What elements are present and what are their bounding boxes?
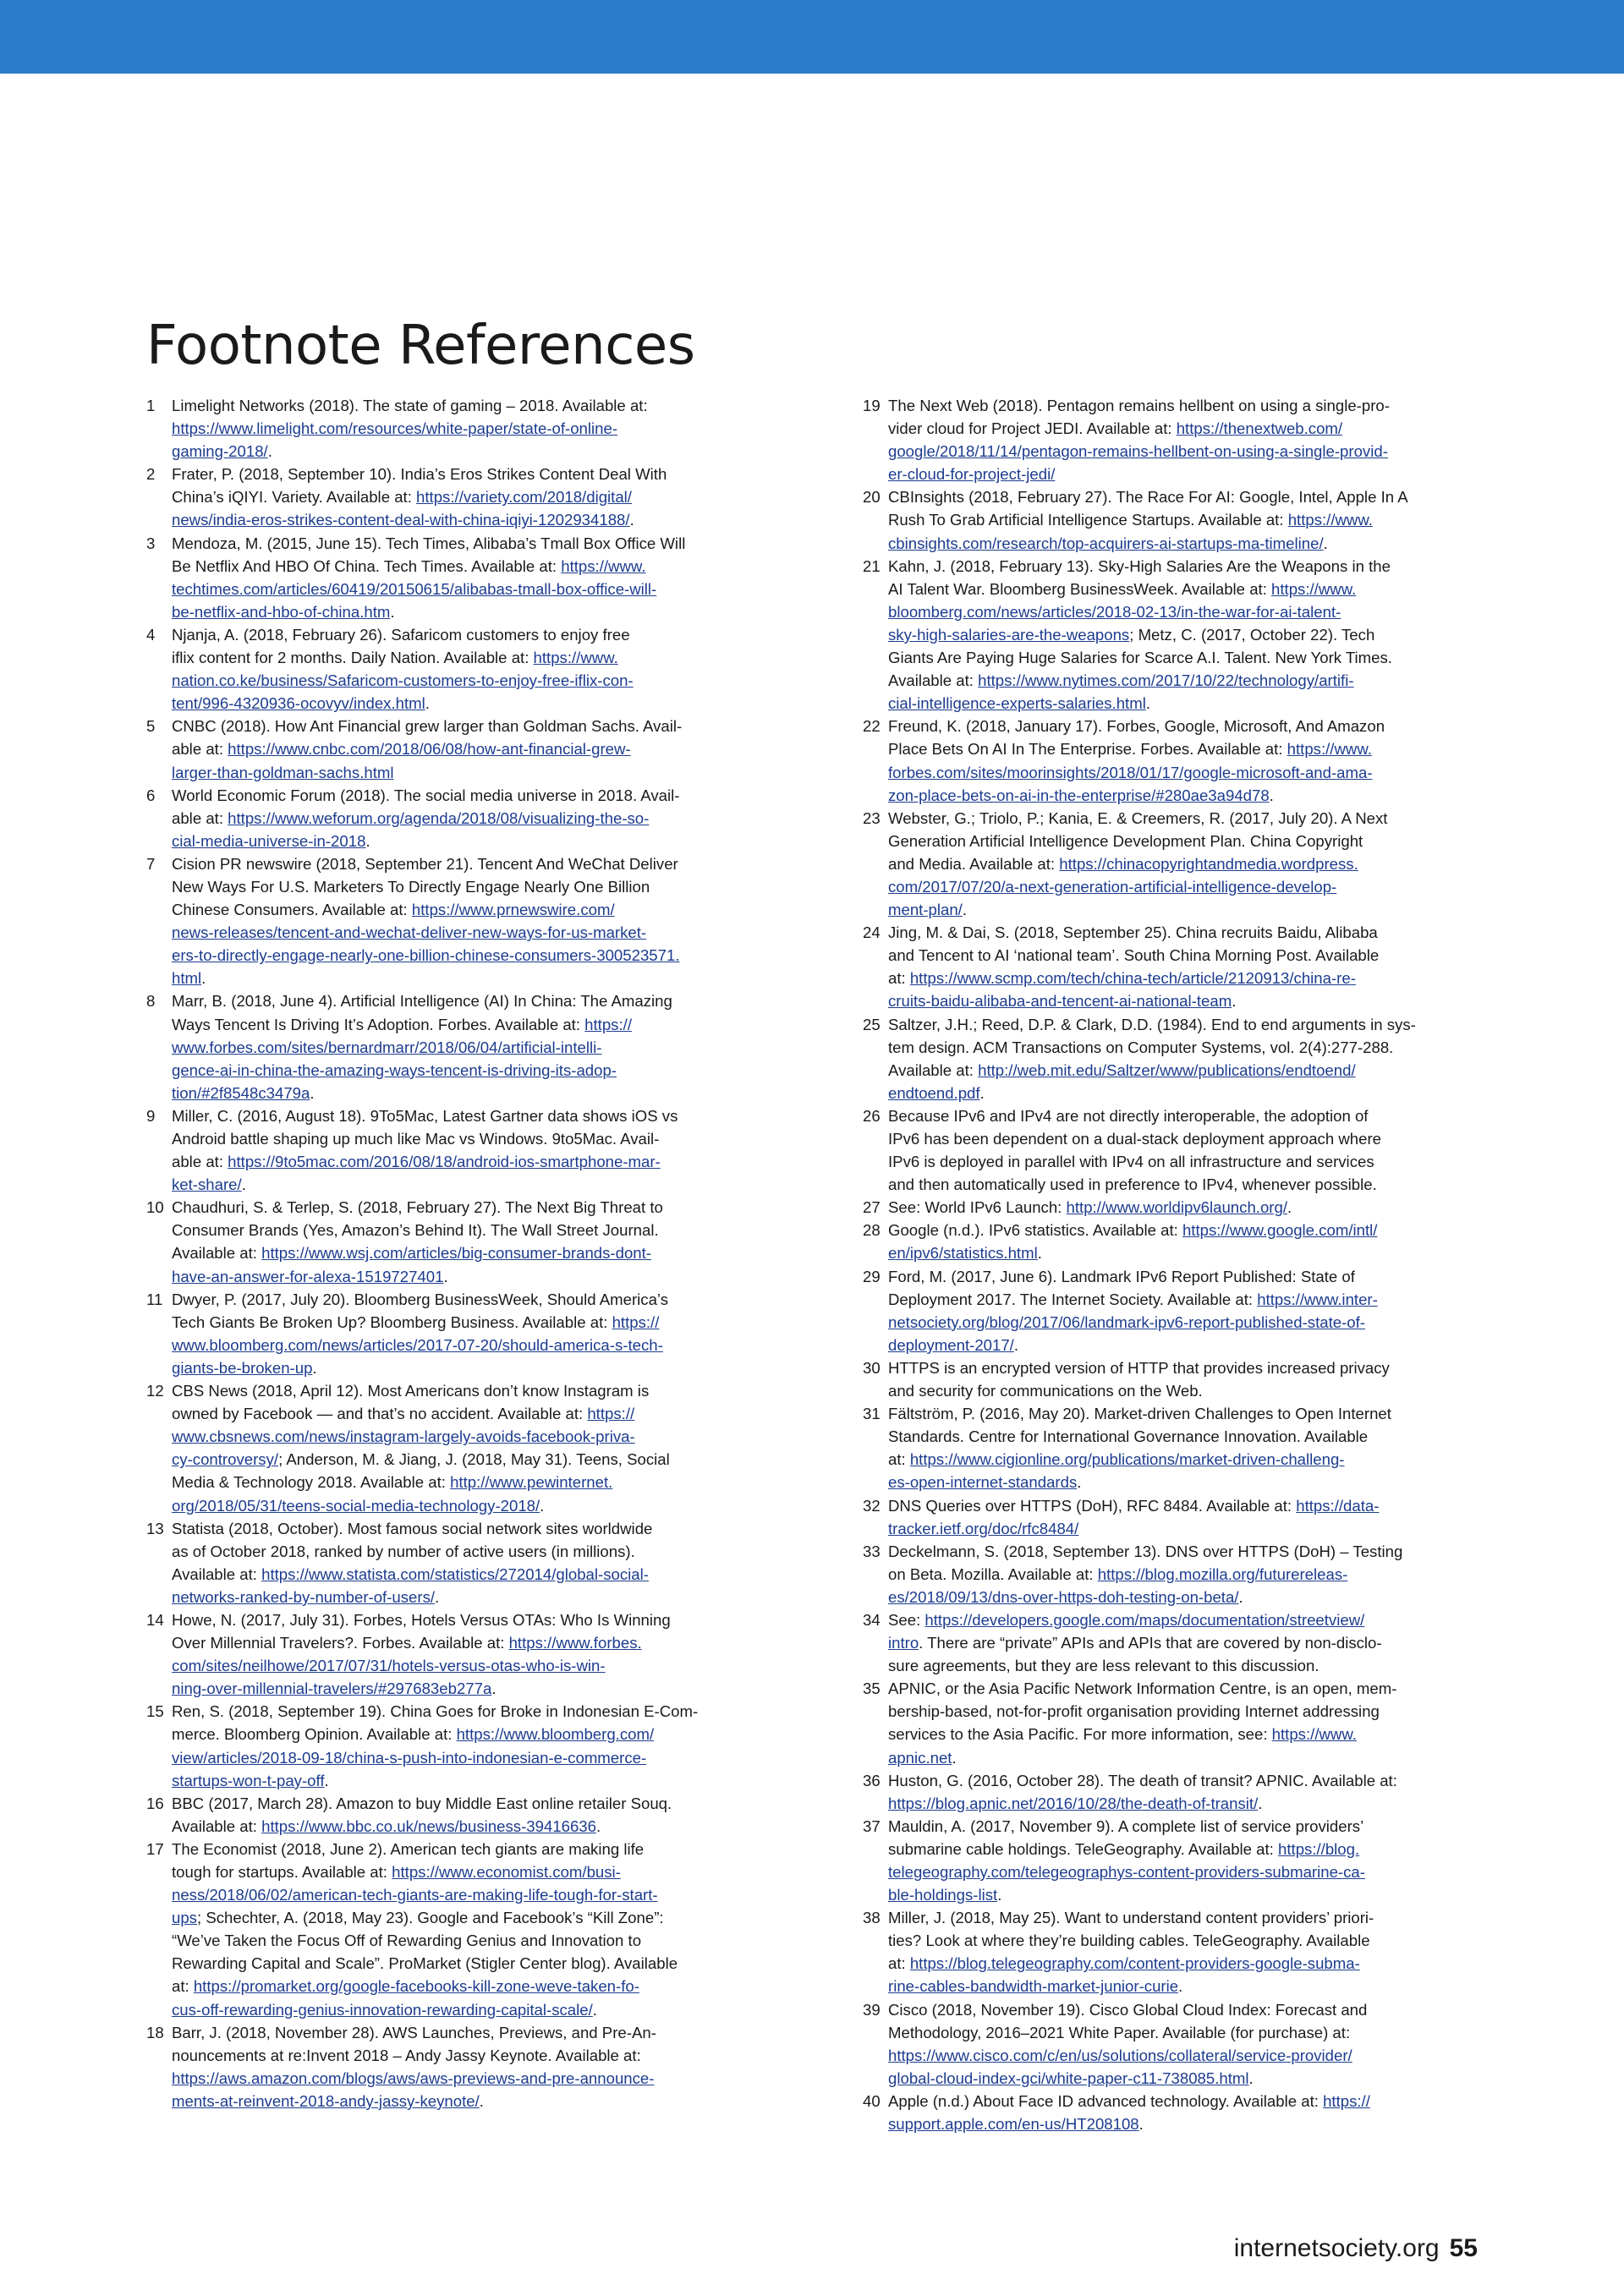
footnote-citation-text: . [479,2091,484,2110]
footnote-text [888,1543,1402,1606]
footnote-link[interactable]: https:// www.forbes.com/sites/bernardmarr/2018/06/04/artificial-intelli- gence-ai-in-china-the-amazing-ways-tencent-is-driving-its-adop- tion/#2f8548c3479a [172,1015,632,1102]
footnote-citation-text: Cision PR newswire (2018, September 21). Tencent And WeChat Deliver New Ways For U.S. Marketers To Directly Engage Nearly One Billion Chinese Consumers. Available at: [172,854,678,919]
footnote-number: 37 [863,1817,881,1835]
footnote-citation-text: . [443,1267,448,1285]
footnote-link[interactable]: https:// support.apple.com/en-us/HT208108 [888,2091,1370,2134]
footnote-item [863,807,1489,921]
footnote-citation-text: Huston, G. (2016, October 28). The death of transit? APNIC. Available at: [888,1771,1397,1789]
footnote-citation-text: Howe, N. (2017, July 31). Forbes, Hotels Versus OTAs: Who Is Winning Over Millennial Travelers?. Forbes. Available at: [172,1610,671,1652]
footnote-item [863,715,1489,806]
footnote-citation-text: . [1037,1244,1042,1263]
footnote-link[interactable]: https://www.inter- netsociety.org/blog/2017/06/landmark-ipv6-report-published-state-of- deployment-2017/ [888,1290,1378,1354]
footnote-number: 29 [863,1267,881,1285]
footnote-number: 30 [863,1358,881,1377]
footnote-text [172,1611,671,1697]
footnote-item [863,1402,1489,1493]
footnote-citation-text: . [324,1771,329,1789]
footnote-item [146,1838,772,2021]
footnote-number: 25 [863,1015,881,1033]
footnote-text [888,1497,1379,1537]
footnote-link[interactable]: https://www.cigionline.org/publications/market-driven-challeng- es-open-internet-standards [888,1450,1345,1492]
references-right-column [863,394,1489,2135]
footnote-number: 38 [863,1909,881,1927]
footnote-text [888,923,1379,1010]
footnote-citation-text: . [267,442,272,461]
footnote-citation-text: Barr, J. (2018, November 28). AWS Launches, Previews, and Pre-An- nouncements at re:Invent 2018 – Andy Jassy Keynote. Available at: [172,2023,656,2064]
footnote-citation-text: . [997,1886,1002,1904]
footnote-number: 3 [146,534,156,552]
footnote-citation-text: . [1232,992,1237,1011]
header-bar [0,0,1624,74]
footnote-number: 39 [863,2000,881,2019]
footnote-text [172,1702,698,1789]
footnote-link[interactable]: https://promarket.org/google-facebooks-kill-zone-weve-taken-fo- cus-off-rewarding-genius-innovation-rewarding-capital-scale/ [172,1977,639,2019]
footnote-citation-text: . [435,1587,440,1606]
footnote-number: 32 [863,1496,881,1515]
footnote-citation-text: . [1077,1473,1082,1492]
footnote-text [172,1382,670,1514]
footnote-citation-text: . [1145,694,1151,713]
footnote-item [146,394,772,463]
footnote-number: 15 [146,1702,164,1721]
footnote-number: 1 [146,397,156,414]
footnote-item [863,1608,1489,1677]
footnote-link[interactable]: https://www.cnbc.com/2018/06/08/how-ant-financial-grew- larger-than-goldman-sachs.html [172,740,631,781]
footnote-citation-text: Mendoza, M. (2015, June 15). Tech Times, Alibaba’s Tmall Box Office Will Be Netflix And HBO Of China. Tech Times. Available at: [172,534,686,575]
footnote-text [888,557,1392,713]
footnote-citation-text: . [390,602,395,621]
footnote-number: 34 [863,1610,881,1629]
footnote-link[interactable]: https://www.statista.com/statistics/272014/global-social- networks-ranked-by-number-of-users/ [172,1564,649,1606]
footnote-number: 22 [863,717,881,736]
footnote-citation-text: ; Anderson, M. & Jiang, J. (2018, May 31). Teens, Social Media & Technology 2018. Available at: [172,1450,670,1492]
footnote-text [172,992,672,1101]
footnote-link[interactable]: https://www.scmp.com/tech/china-tech/article/2120913/china-re- cruits-baidu-alibaba-and-tencent-ai-national-team [888,969,1356,1011]
footnote-number: 20 [863,488,881,507]
footnote-citation-text: Saltzer, J.H.; Reed, D.P. & Clark, D.D. (1984). End to end arguments in sys- tem design. ACM Transactions on Computer Systems, vol. 2(4):277-288. Available at: [888,1015,1416,1079]
footnote-number: 5 [146,717,156,736]
footnote-link[interactable]: https://www.cisco.com/c/en/us/solutions/collateral/service-provider/ global-cloud-index-gci/white-paper-c11-738085.html [888,2046,1352,2087]
footnote-number: 16 [146,1794,164,1812]
footnote-citation-text: Statista (2018, October). Most famous social network sites worldwide as of October 2018, ranked by number of active users (in millions). Available at: [172,1519,653,1583]
footnote-item [863,2090,1489,2135]
footnote-link[interactable]: https://www. apnic.net [888,1725,1357,1767]
footnote-item [863,1677,1489,1768]
footnote-citation-text: Njanja, A. (2018, February 26). Safaricom customers to enjoy free iflix content for 2 months. Daily Nation. Available at: [172,625,630,667]
footnote-number: 12 [146,1382,164,1400]
footnote-citation-text: Kahn, J. (2018, February 13). Sky-High Salaries Are the Weapons in the AI Talent War. Bloomberg BusinessWeek. Available at: [888,556,1391,598]
footnote-number: 36 [863,1771,881,1789]
footnote-citation-text: Miller, J. (2018, May 25). Want to understand content providers’ priori- ties? Look at where they’re building cables. TeleGeography. Available at: [888,1909,1374,1973]
footnote-text [172,534,685,621]
footnote-text [172,855,679,987]
footnote-text [888,2001,1367,2087]
footnote-link[interactable]: https://www.google.com/intl/ en/ipv6/statistics.html [888,1221,1378,1263]
footnote-link[interactable]: https://www. nation.co.ke/business/Safaricom-customers-to-enjoy-free-iflix-con- tent/996-4320936-ocovyv/index.html [172,649,634,713]
footnote-item [146,1608,772,1700]
footnote-item [146,1792,772,1838]
footnote-citation-text: . [310,1083,315,1102]
footnote-citation-text: . [1287,1198,1292,1217]
footnote-number: 8 [146,992,156,1011]
footnote-citation-text: . [1138,2115,1144,2134]
footnote-text [888,1268,1378,1354]
footnote-item [863,1494,1489,1540]
footnote-item [146,623,772,715]
footnote-citation-text: . [540,1496,545,1515]
footnote-citation-text: . [491,1680,497,1698]
footnote-citation-text: CBS News (2018, April 12). Most Americans don’t know Instagram is owned by Facebook — and that’s no accident. Available at: [172,1382,650,1423]
footnote-text [888,1909,1374,1995]
footnote-citation-text: . [952,1748,957,1767]
footnote-item [863,394,1489,485]
footnote-number: 6 [146,786,156,804]
footnote-citation-text: Ford, M. (2017, June 6). Landmark IPv6 Report Published: State of Deployment 2017. The Internet Society. Available at: [888,1267,1355,1308]
footnote-text [888,1221,1377,1262]
footnote-citation-text: Ren, S. (2018, September 19). China Goes for Broke in Indonesian E-Com- merce. Bloomberg Opinion. Available at: [172,1702,699,1744]
footnote-text [172,1795,672,1835]
footnote-link[interactable]: https://www. forbes.com/sites/moorinsights/2018/01/17/google-microsoft-and-ama- zon-place-bets-on-ai-in-the-enterprise/#280ae3a94d78 [888,740,1373,804]
footnote-text [172,717,682,781]
footnote-link[interactable]: http://www.pewinternet. org/2018/05/31/teens-social-media-technology-2018/ [172,1473,613,1515]
footnote-citation-text: Webster, G.; Triolo, P.; Kania, E. & Creemers, R. (2017, July 20). A Next Generation Artificial Intelligence Development Plan. China Copyright and Media. Available at: [888,808,1388,873]
footnote-link[interactable]: https:// www.bloomberg.com/news/articles/2017-07-20/should-america-s-tech- giants-be-broken-up [172,1312,663,1377]
footnote-citation-text: . [1013,1335,1019,1354]
footnote-citation-text: . [1323,534,1328,552]
footnote-number: 40 [863,2091,881,2110]
footnote-item [146,463,772,531]
footnote-citation-text: . [1248,2069,1254,2087]
footnote-link[interactable]: https://www.prnewswire.com/ news-releases/tencent-and-wechat-deliver-new-ways-for-us-market- ers-to-directly-engage-nearly-one-billion-chinese-consumers-300523571. html [172,901,680,988]
footnote-citation-text: . [1258,1794,1263,1812]
footnote-number: 28 [863,1221,881,1240]
footnote-citation-text: See: [888,1610,925,1629]
footnote-citation-text: . [979,1083,985,1102]
footnote-citation-text: World Economic Forum (2018). The social media universe in 2018. Avail- able at: [172,786,680,827]
footnote-link[interactable]: https://www.bbc.co.uk/news/business-39416636 [261,1817,596,1835]
footnote-citation-text: . [962,901,968,919]
footnote-citation-text: . [365,831,370,850]
footnote-citation-text: DNS Queries over HTTPS (DoH), RFC 8484. Available at: [888,1496,1297,1515]
footnote-citation-text: Chaudhuri, S. & Terlep, S. (2018, February 27). The Next Big Threat to Consumer Brands (Yes, Amazon’s Behind It). The Wall Street Journal. Available at: [172,1198,663,1263]
footnote-citation-text: . [312,1358,317,1377]
footnote-text [172,1198,663,1285]
footnote-citation-text: Miller, C. (2016, August 18). 9To5Mac, Latest Gartner data shows iOS vs Android battle shaping up much like Mac vs Windows. 9to5Mac. Avail- able at: [172,1106,678,1171]
footnote-text [172,1520,652,1606]
footnote-citation-text: Freund, K. (2018, January 17). Forbes, Google, Microsoft, And Amazon Place Bets On AI In The Enterprise. Forbes. Available at: [888,717,1385,759]
footnote-number: 35 [863,1680,881,1698]
footer-site[interactable]: internetsociety.org [1233,2234,1440,2262]
footnote-number: 10 [146,1198,164,1217]
footnote-item [146,1379,772,1517]
footnote-item [146,532,772,623]
footnote-item [863,1356,1489,1402]
footnote-text [888,717,1385,803]
footnote-citation-text: . [425,694,430,713]
footnote-citation-text: Mauldin, A. (2017, November 9). A complete list of service providers’ submarine cable holdings. TeleGeography. Available at: [888,1817,1364,1858]
footnote-link[interactable]: https://www. bloomberg.com/news/articles/2018-02-13/in-the-war-for-ai-talent- sky-high-salaries-are-the-weapons [888,579,1357,644]
footnote-text [172,2024,656,2110]
footnote-number: 17 [146,1839,164,1858]
footnote-number: 26 [863,1106,881,1125]
footnote-item [863,1906,1489,1997]
footnote-link[interactable]: https:// www.cbsnews.com/news/instagram-largely-avoids-facebook-priva- cy-controversy/ [172,1405,635,1469]
footnote-citation-text: . There are “private” APIs and APIs that are covered by non-disclo- sure agreements, but they are less relevant to this discussion. [888,1634,1382,1675]
page-title: Footnote References [146,315,695,377]
footnote-item [863,1013,1489,1104]
footnote-link[interactable]: https://www.weforum.org/agenda/2018/08/visualizing-the-so- cial-media-universe-in-2018 [172,808,650,850]
footnote-citation-text: ; Metz, C. (2017, October 22). Tech Giants Are Paying Huge Salaries for Scarce A.I. Talent. New York Times. Available at: [888,625,1392,690]
footnote-link[interactable]: https://blog.apnic.net/2016/10/28/the-death-of-transit/ [888,1794,1259,1812]
footnote-text [888,1107,1381,1193]
footnote-link[interactable]: https://9to5mac.com/2016/08/18/android-ios-smartphone-mar- ket-share/ [172,1153,661,1194]
footnote-citation-text: . [592,2000,597,2019]
footnote-number: 21 [863,556,881,575]
footnote-number: 27 [863,1198,881,1217]
footnote-text [888,1405,1391,1491]
footnote-citation-text: Google (n.d.). IPv6 statistics. Available at: [888,1221,1182,1240]
footnote-citation-text: . [629,511,634,529]
footnote-text [888,1016,1416,1102]
footnote-citation-text: . [1238,1587,1243,1606]
footnote-item [146,852,772,990]
footnote-link[interactable]: https://blog.telegeography.com/content-providers-google-subma- rine-cables-bandwidth-market-junior-curie [888,1954,1360,1996]
footnote-item [863,1104,1489,1196]
footnote-item [146,715,772,783]
footnote-citation-text: Deckelmann, S. (2018, September 13). DNS over HTTPS (DoH) – Testing on Beta. Mozilla. Available at: [888,1542,1403,1583]
footnote-item [146,1517,772,1608]
footnote-number: 7 [146,854,156,873]
footnote-link[interactable]: https://data- tracker.ietf.org/doc/rfc8484/ [888,1496,1380,1537]
footnote-number: 13 [146,1519,164,1537]
footnote-number: 18 [146,2023,164,2041]
references-left-column [146,394,772,2112]
footnote-link[interactable]: https://www.limelight.com/resources/white-paper/state-of-online- gaming-2018/ [172,419,618,461]
footnote-text [888,809,1387,918]
footnote-item [863,1998,1489,2090]
footnote-item [863,1265,1489,1356]
footnote-text [172,1107,678,1193]
footnote-item [863,1540,1489,1608]
footnote-citation-text: . [1269,786,1274,804]
footnote-link[interactable]: https://www.bloomberg.com/ view/articles/2018-09-18/china-s-push-into-indonesian-e-commerce- startups-won-t-pay-off [172,1725,655,1789]
footnote-link[interactable]: https://variety.com/2018/digital/ news/india-eros-strikes-content-deal-with-china-iqiyi-1202934188/ [172,488,632,529]
footnote-item [863,921,1489,1012]
footnote-number: 11 [146,1290,163,1308]
footnote-link[interactable]: https://www.economist.com/busi- ness/2018/06/02/american-tech-giants-are-making-life-tough-for-start- ups [172,1863,658,1927]
footnote-citation-text: The Next Web (2018). Pentagon remains hellbent on using a single-pro- vider cloud for Project JEDI. Available at: [888,397,1390,438]
footnote-item [863,555,1489,715]
footnote-link[interactable]: https://www. techtimes.com/articles/60419/20150615/alibabas-tmall-box-office-will- be-netflix-and-hbo-of-china.htm [172,556,657,621]
footnote-number: 4 [146,625,156,644]
footnote-link[interactable]: https://www.forbes. com/sites/neilhowe/2017/07/31/hotels-versus-otas-who-is-win- ning-over-millennial-travelers/#297683eb277a [172,1634,642,1698]
footnote-item [146,1700,772,1791]
footnote-number: 24 [863,923,881,942]
footnote-item [863,1769,1489,1815]
footnote-text [888,1198,1292,1216]
footnote-item [863,485,1489,554]
footnote-citation-text: . [201,969,206,988]
footnote-citation-text: Marr, B. (2018, June 4). Artificial Intelligence (AI) In China: The Amazing Ways Tencent Is Driving It’s Adoption. Forbes. Available at: [172,992,672,1033]
footnote-citation-text: . [241,1175,246,1194]
footnote-citation-text: Jing, M. & Dai, S. (2018, September 25). China recruits Baidu, Alibaba and Tencent to AI ‘national team’. South China Morning Post. Available at: [888,923,1380,988]
footnote-link[interactable]: https://developers.google.com/maps/documentation/streetview/ intro [888,1610,1365,1652]
footnote-link[interactable]: https://blog.mozilla.org/futurereleas- es/2018/09/13/dns-over-https-doh-testing-on-beta/ [888,1564,1348,1606]
footnote-link[interactable]: https://aws.amazon.com/blogs/aws/aws-previews-and-pre-announce- ments-at-reinvent-2018-andy-jassy-keynote/ [172,2069,655,2110]
footnote-citation-text: . [596,1817,601,1835]
footnote-link[interactable]: https://www.wsj.com/articles/big-consumer-brands-dont- have-an-answer-for-alexa-1519727401 [172,1244,651,1285]
footnote-number: 19 [863,397,881,414]
footnote-citation-text: Cisco (2018, November 19). Cisco Global Cloud Index: Forecast and Methodology, 2016–2021 White Paper. Available (for purchase) at: [888,2000,1368,2041]
footnote-item [146,2021,772,2112]
footnote-link[interactable]: https://www. cbinsights.com/research/top-acquirers-ai-startups-ma-timeline/ [888,511,1373,552]
footnote-item [863,1196,1489,1219]
footnote-citation-text: ; Schechter, A. (2018, May 23). Google and Facebook’s “Kill Zone”: “We’ve Taken the Focus Off of Rewarding Genius and Innovation to Rewarding Capital and Scale”. ProMarket (Stigler Center blog). Available at: [172,1909,678,1996]
footnote-text [888,1611,1382,1674]
footnote-text [172,465,667,529]
footnote-citation-text: HTTPS is an encrypted version of HTTP that provides increased privacy and security for communications on the Web. [888,1358,1390,1400]
footnote-citation-text: Limelight Networks (2018). The state of gaming – 2018. Available at: [172,397,648,414]
footnote-number: 33 [863,1542,881,1560]
footnote-text [172,626,634,712]
page-footer [1234,2234,1478,2263]
footnote-item [146,989,772,1104]
footnote-text [888,1817,1365,1904]
footnote-number: 31 [863,1405,881,1423]
footnote-citation-text: APNIC, or the Asia Pacific Network Information Centre, is an open, mem- bership-based, not-for-profit organisation providing Internet addressing services to the Asia Pacific. For more information, see: [888,1680,1397,1744]
footnote-text [888,2092,1370,2133]
footnote-number: 2 [146,465,156,484]
footnote-citation-text: Fältström, P. (2016, May 20). Market-driven Challenges to Open Internet Standards. Centre for International Governance Innovation. Available at: [888,1405,1391,1469]
footnote-item [146,784,772,852]
footnote-text [172,1840,678,2019]
footnote-citation-text: Because IPv6 and IPv4 are not directly interoperable, the adoption of IPv6 has been dependent on a dual-stack deployment approach where IPv6 is deployed in parallel with IPv4 on all infrastructure and services and then automatically used in preference to IPv4, whenever possible. [888,1106,1382,1194]
footnote-link[interactable]: https://chinacopyrightandmedia.wordpress. com/2017/07/20/a-next-generation-artificial-intelligence-develop- ment-plan/ [888,854,1358,919]
footnote-item [863,1219,1489,1264]
footnote-text [888,1680,1396,1766]
footnote-text [888,1359,1390,1400]
footnote-text [172,786,679,850]
footnote-link[interactable]: http://web.mit.edu/Saltzer/www/publications/endtoend/ endtoend.pdf [888,1060,1356,1102]
footnote-text [888,1772,1397,1812]
footnote-text [172,1290,668,1377]
footnote-link[interactable]: http://www.worldipv6launch.org/ [1066,1198,1287,1217]
footnote-citation-text: CNBC (2018). How Ant Financial grew larger than Goldman Sachs. Avail- able at: [172,717,683,759]
footnote-item [146,1288,772,1379]
footnote-citation-text: See: World IPv6 Launch: [888,1198,1067,1217]
footnote-link[interactable]: https://blog. telegeography.com/telegeographys-content-providers-submarine-ca- ble-holdings-list [888,1839,1365,1904]
footnote-citation-text: The Economist (2018, June 2). American tech giants are making life tough for startups. Available at: [172,1839,645,1881]
footnote-link[interactable]: https://thenextweb.com/ google/2018/11/14/pentagon-remains-hellbent-on-using-a-single-provid- er-cloud-for-project-jedi/ [888,419,1388,484]
footnote-text [888,397,1390,483]
footnote-citation-text: CBInsights (2018, February 27). The Race For AI: Google, Intel, Apple In A Rush To Grab Artificial Intelligence Startups. Available at: [888,488,1408,529]
page-number: 55 [1449,2234,1478,2262]
footnote-citation-text: Dwyer, P. (2017, July 20). Bloomberg BusinessWeek, Should America’s Tech Giants Be Broken Up? Bloomberg Business. Available at: [172,1290,669,1331]
footnote-citation-text: BBC (2017, March 28). Amazon to buy Middle East online retailer Souq. Available at: [172,1794,672,1835]
footnote-number: 14 [146,1610,164,1629]
footnote-text [888,488,1408,551]
footnote-link[interactable]: https://www.nytimes.com/2017/10/22/technology/artifi- cial-intelligence-experts-salaries.html [888,671,1354,713]
footnote-item [146,1196,772,1287]
footnote-item [863,1815,1489,1906]
footnote-text [172,397,648,460]
footnote-number: 9 [146,1106,156,1125]
footnote-citation-text: Frater, P. (2018, September 10). India’s Eros Strikes Content Deal With China’s iQIYI. Variety. Available at: [172,465,667,507]
footnote-citation-text: Apple (n.d.) About Face ID advanced technology. Available at: [888,2091,1324,2110]
footnote-citation-text: . [1178,1977,1183,1996]
footnote-item [146,1104,772,1196]
footnote-number: 23 [863,808,881,827]
